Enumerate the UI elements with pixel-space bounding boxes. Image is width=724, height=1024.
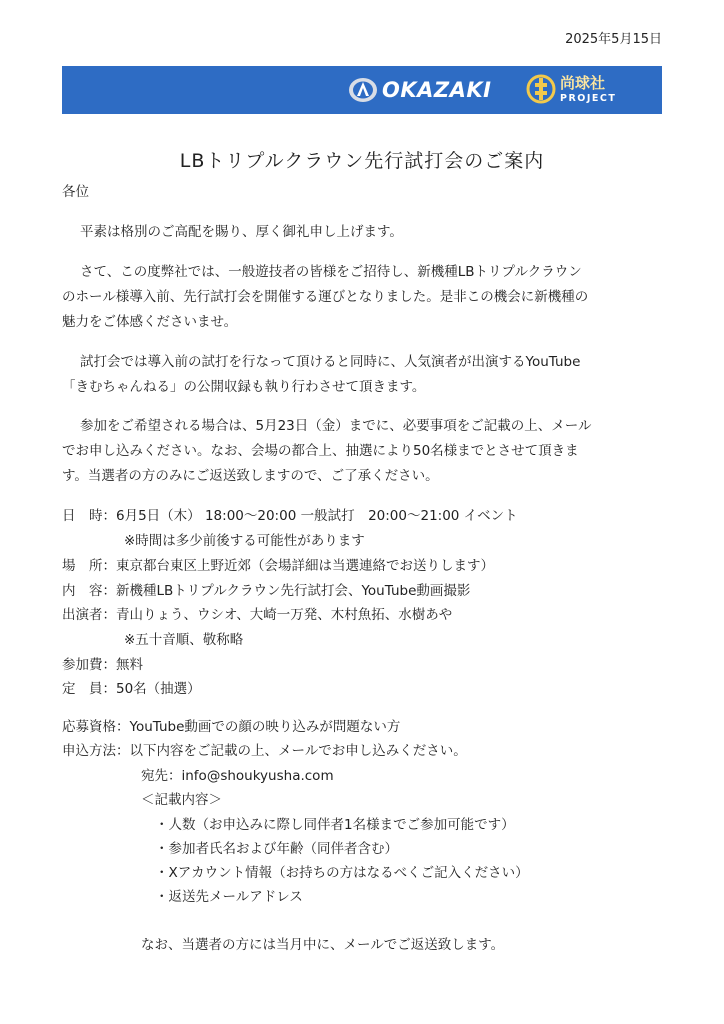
list-item: ・Xアカウント情報（お持ちの方はなるべくご記入ください） <box>155 865 529 881</box>
detail-value: 東京都台東区上野近郊（会場詳細は当選連絡でお送りします） <box>116 558 494 574</box>
paragraph-application-line: す。当選者の方のみにご返送致しますので、ご了承ください。 <box>62 468 439 484</box>
detail-value: 新機種LBトリプルクラウン先行試打会、YouTube動画撮影 <box>116 583 471 599</box>
salutation: 各位 <box>62 184 89 200</box>
application-address: 宛先：info@shoukyusha.com <box>141 768 334 784</box>
closing-note: なお、当選者の方には当月中に、メールでご返送致します。 <box>141 937 505 953</box>
detail-capacity <box>62 679 201 699</box>
detail-performers <box>62 605 452 625</box>
detail-label: 応募資格： <box>62 719 130 735</box>
detail-label: 定 員： <box>62 681 116 697</box>
shouyusha-emblem-icon <box>526 72 556 106</box>
page-title: LBトリプルクラウン先行試打会のご案内 <box>179 150 545 172</box>
shouyusha-logo-sub: PROJECT <box>560 93 617 104</box>
detail-venue <box>62 556 494 576</box>
paragraph-intro-line: のホール様導入前、先行試打会を開催する運びとなりました。是非この機会に新機種の <box>62 289 589 305</box>
application-method <box>62 741 467 761</box>
paragraph-recording-line: 「きむちゃんねる」の公開収録も執り行わさせて頂きます。 <box>62 379 426 395</box>
detail-value: 50名（抽選） <box>116 681 201 697</box>
paragraph-recording-line: 試打会では導入前の試打を行なって頂けると同時に、人気演者が出演するYouTube <box>80 354 581 370</box>
shouyusha-logo-text: 尚球社 <box>560 74 606 92</box>
detail-label: 申込方法： <box>62 743 130 759</box>
list-item: ・人数（お申込みに際し同伴者1名様までご参加可能です） <box>155 817 515 833</box>
okazaki-logo-text: OKAZAKI <box>382 78 492 102</box>
detail-datetime <box>62 506 518 526</box>
detail-value: 以下内容をご記載の上、メールでお申し込みください。 <box>129 743 467 759</box>
detail-value: 青山りょう、ウシオ、大崎一万発、木村魚拓、水樹あや <box>116 607 453 623</box>
detail-value: 6月5日（木） 18:00〜20:00 一般試打 20:00〜21:00 イベント <box>116 508 518 524</box>
document-date: 2025年5月15日 <box>565 32 662 47</box>
application-items-heading: ＜記載内容＞ <box>141 792 222 808</box>
detail-value: YouTube動画での顔の映り込みが問題ない方 <box>129 719 401 735</box>
application-qualification <box>62 717 400 737</box>
paragraph-intro-line: さて、この度弊社では、一般遊技者の皆様をご招待し、新機種LBトリプルクラウン <box>80 264 582 280</box>
paragraph-application-line: 参加をご希望される場合は、5月23日（金）までに、必要事項をご記載の上、メール <box>80 418 592 434</box>
paragraph-intro-line: 魅力をご体感くださいませ。 <box>62 314 238 330</box>
okazaki-emblem-icon <box>348 77 378 103</box>
detail-content <box>62 581 470 601</box>
detail-value: 無料 <box>116 657 143 673</box>
detail-label: 内 容： <box>62 583 116 599</box>
detail-note: ※五十音順、敬称略 <box>124 632 244 648</box>
detail-label: 場 所： <box>62 558 116 574</box>
detail-label: 日 時： <box>62 508 116 524</box>
paragraph-greeting: 平素は格別のご高配を賜り、厚く御礼申し上げます。 <box>80 224 403 240</box>
list-item: ・参加者氏名および年齢（同伴者含む） <box>155 841 398 857</box>
detail-fee <box>62 655 143 675</box>
detail-label: 参加費： <box>62 657 116 673</box>
header-banner <box>62 66 662 114</box>
paragraph-application-line: でお申し込みください。なお、会場の都合上、抽選により50名様までとさせて頂きま <box>62 443 579 459</box>
list-item: ・返送先メールアドレス <box>155 889 303 905</box>
detail-label: 出演者： <box>62 607 116 623</box>
detail-note: ※時間は多少前後する可能性があります <box>124 533 365 549</box>
